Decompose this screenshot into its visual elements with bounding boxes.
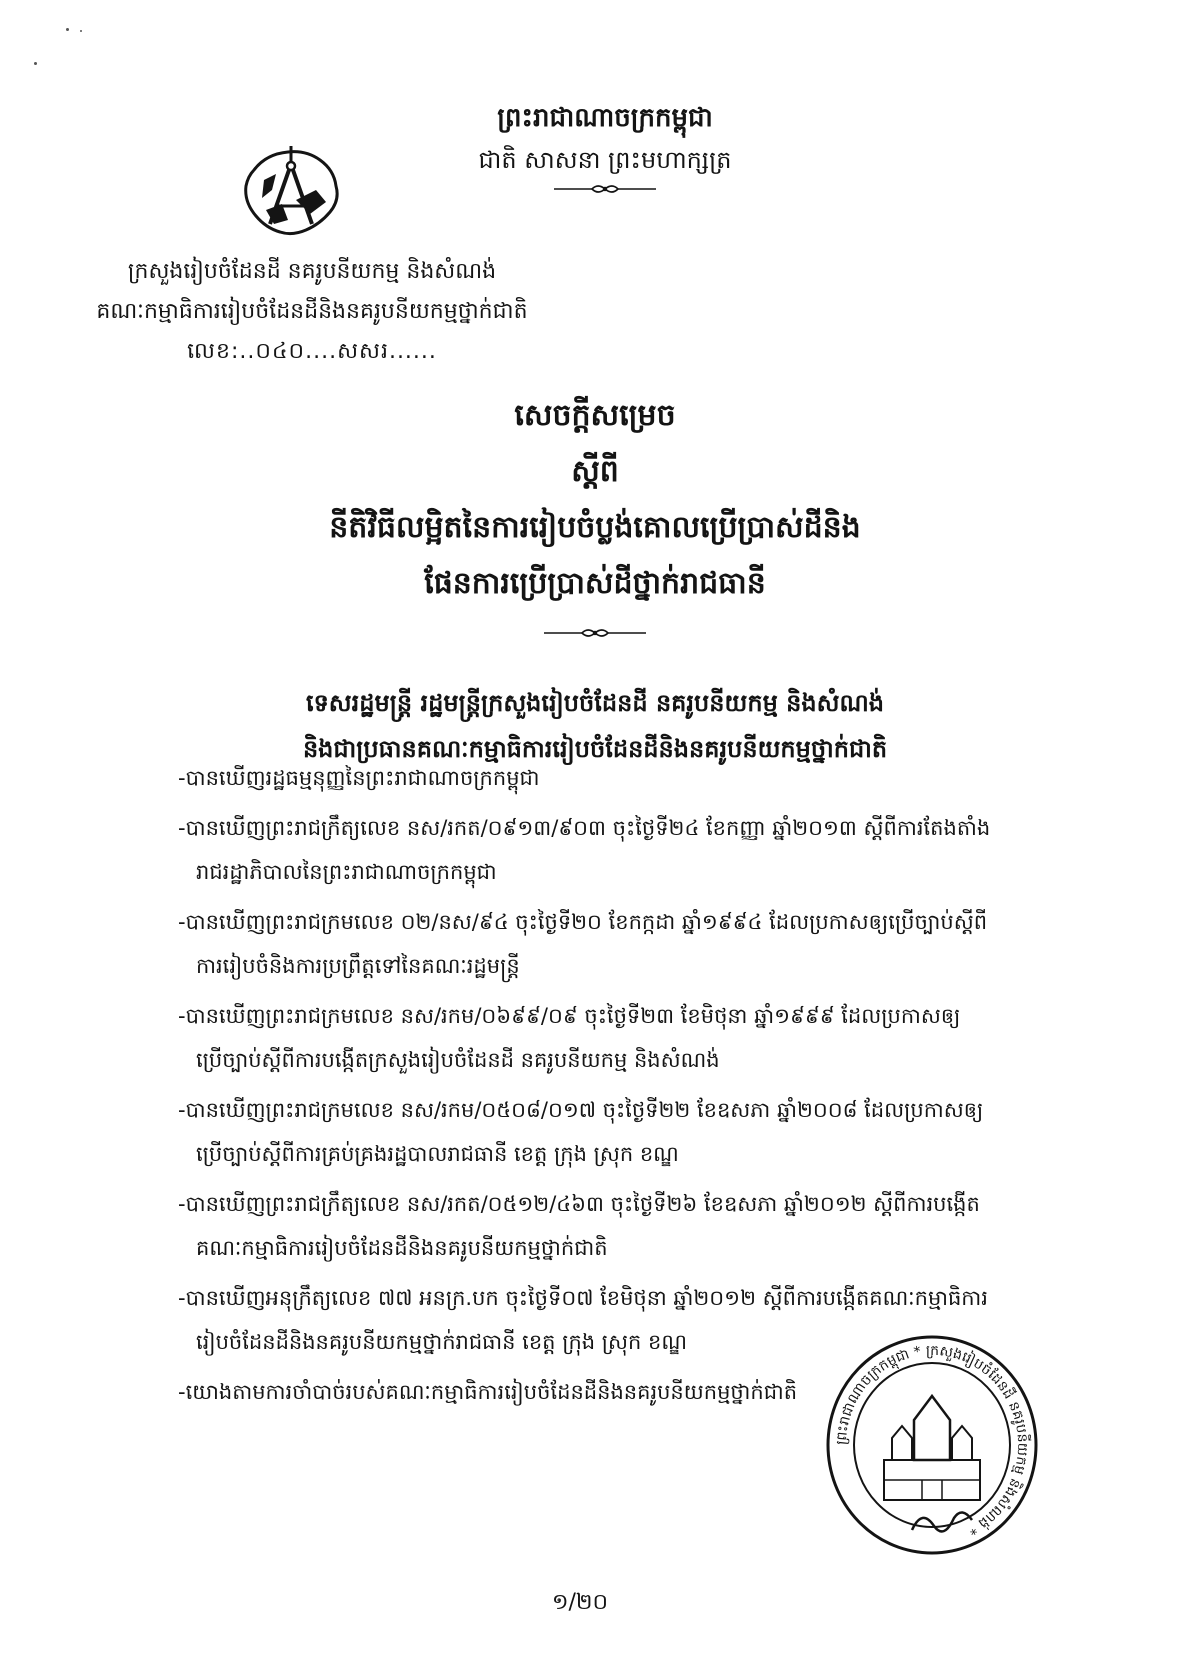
clause-continuation: គណៈកម្មាធិការរៀបចំដែនដីនិងនគរូបនីយកម្មថ្នាក់ជាតិ	[196, 1236, 608, 1260]
title-subject-line-1: នីតិវិធីលម្អិតនៃការរៀបចំប្លង់គោលប្រើប្រាស់ដីនិង	[329, 510, 861, 545]
authority-line-1: ទេសរដ្ឋមន្ត្រី រដ្ឋមន្ត្រីក្រសួងរៀបចំដែនដី នគរូបនីយកម្ម និងសំណង់	[305, 689, 885, 717]
list-item	[178, 1182, 1098, 1270]
authority-line-2: និងជាប្រធានគណៈកម្មាធិការរៀបចំដែនដីនិងនគរូបនីយកម្មថ្នាក់ជាតិ	[302, 735, 888, 763]
document-title-block	[200, 388, 990, 640]
ministry-name: ក្រសួងរៀបចំដែនដី នគរូបនីយកម្ម និងសំណង់	[127, 259, 497, 284]
kingdom-header	[440, 96, 770, 196]
clause-continuation: រៀបចំដែនដីនិងនគរូបនីយកម្មថ្នាក់រាជធានី ខេត្ត ក្រុង ស្រុក ខណ្ឌ	[196, 1330, 687, 1354]
clause-text: -បានឃើញព្រះរាជក្រឹត្យលេខ នស/រកត/០៩១៣/៩០៣ ចុះថ្ងៃទី២៤ ខែកញ្ញា ឆ្នាំ២០១៣ ស្តីពីការតែងតាំង	[178, 816, 991, 840]
title-about: ស្តីពី	[571, 454, 619, 489]
national-motto: ជាតិ សាសនា ព្រះមហាក្សត្រ	[478, 146, 732, 174]
clause-text: -បានឃើញព្រះរាជក្រមលេខ នស/រកម/០៦៩៩/០៩ ចុះថ្ងៃទី២៣ ខែមិថុនា ឆ្នាំ១៩៩៩ ដែលប្រកាសឲ្យ	[178, 1004, 961, 1028]
clause-continuation: ប្រើច្បាប់ស្តីពីការគ្រប់គ្រងរដ្ឋបាលរាជធានី ខេត្ត ក្រុង ស្រុក ខណ្ឌ	[196, 1142, 679, 1166]
list-item	[178, 994, 1098, 1082]
clause-text: -បានឃើញព្រះរាជក្រមលេខ ០២/នស/៩៤ ចុះថ្ងៃទី២០ ខែកក្កដា ឆ្នាំ១៩៩៤ ដែលប្រកាសឲ្យប្រើច្បាប់ស្តីពី	[178, 910, 988, 934]
ornament-divider-icon	[540, 626, 650, 640]
scan-speck	[34, 62, 37, 65]
title-subject-line-2: ផែនការប្រើប្រាស់ដីថ្នាក់រាជធានី	[424, 566, 766, 601]
document-type-title: សេចក្តីសម្រេច	[514, 398, 676, 433]
official-seal-icon	[822, 1330, 1042, 1560]
clause-text: -បានឃើញព្រះរាជក្រឹត្យលេខ នស/រកត/០៥១២/៤៦៣ ចុះថ្ងៃទី២៦ ខែឧសភា ឆ្នាំ២០១២ ស្តីពីការបង្កើត	[178, 1192, 980, 1216]
scan-speck	[66, 28, 69, 31]
legal-basis-list	[178, 756, 1098, 1420]
list-item	[178, 1088, 1098, 1176]
clause-continuation: រាជរដ្ឋាភិបាលនៃព្រះរាជាណាចក្រកម្ពុជា	[196, 860, 497, 884]
clause-text: -បានឃើញអនុក្រឹត្យលេខ ៧៧ អនក្រ.បក ចុះថ្ងៃទី០៧ ខែមិថុនា ឆ្នាំ២០១២ ស្តីពីការបង្កើតគណៈកម្មាធិការ	[178, 1286, 988, 1310]
clause-text: -បានឃើញរដ្ឋធម្មនុញ្ញនៃព្រះរាជាណាចក្រកម្ពុជា	[178, 766, 540, 790]
ministry-emblem-icon	[236, 140, 346, 245]
ornament-divider-icon	[550, 182, 660, 196]
clause-text: -យោងតាមការចាំបាច់របស់គណៈកម្មាធិការរៀបចំដែនដីនិងនគរូបនីយកម្មថ្នាក់ជាតិ	[178, 1380, 798, 1404]
reference-number: លេខ:..០៤០....សសរ......	[187, 339, 437, 364]
kingdom-title: ព្រះរាជាណាចក្រកម្ពុជា	[497, 103, 713, 133]
clause-text: -បានឃើញព្រះរាជក្រមលេខ នស/រកម/០៥០៨/០១៧ ចុះថ្ងៃទី២២ ខែឧសភា ឆ្នាំ២០០៨ ដែលប្រកាសឲ្យ	[178, 1098, 984, 1122]
list-item	[178, 806, 1098, 894]
clause-continuation: ការរៀបចំនិងការប្រព្រឹត្តទៅនៃគណៈរដ្ឋមន្ត្រី	[196, 954, 520, 978]
seal-text: ព្រះរាជាណាចក្រកម្ពុជា * ក្រសួងរៀបចំដែនដី នគរូបនីយកម្ម និងសំណង់ *	[833, 1342, 1031, 1538]
ministry-block	[62, 252, 562, 372]
page-number: ១/២០	[551, 1590, 609, 1615]
committee-name: គណៈកម្មាធិការរៀបចំដែនដីនិងនគរូបនីយកម្មថ្នាក់ជាតិ	[96, 299, 528, 324]
list-item	[178, 900, 1098, 988]
svg-text:ព្រះរាជាណាចក្រកម្ពុជា * ក្រសួង	[834, 1343, 1032, 1538]
scan-speck	[80, 30, 82, 32]
list-item	[178, 756, 1098, 800]
clause-continuation: ប្រើច្បាប់ស្តីពីការបង្កើតក្រសួងរៀបចំដែនដី នគរូបនីយកម្ម និងសំណង់	[196, 1048, 720, 1072]
